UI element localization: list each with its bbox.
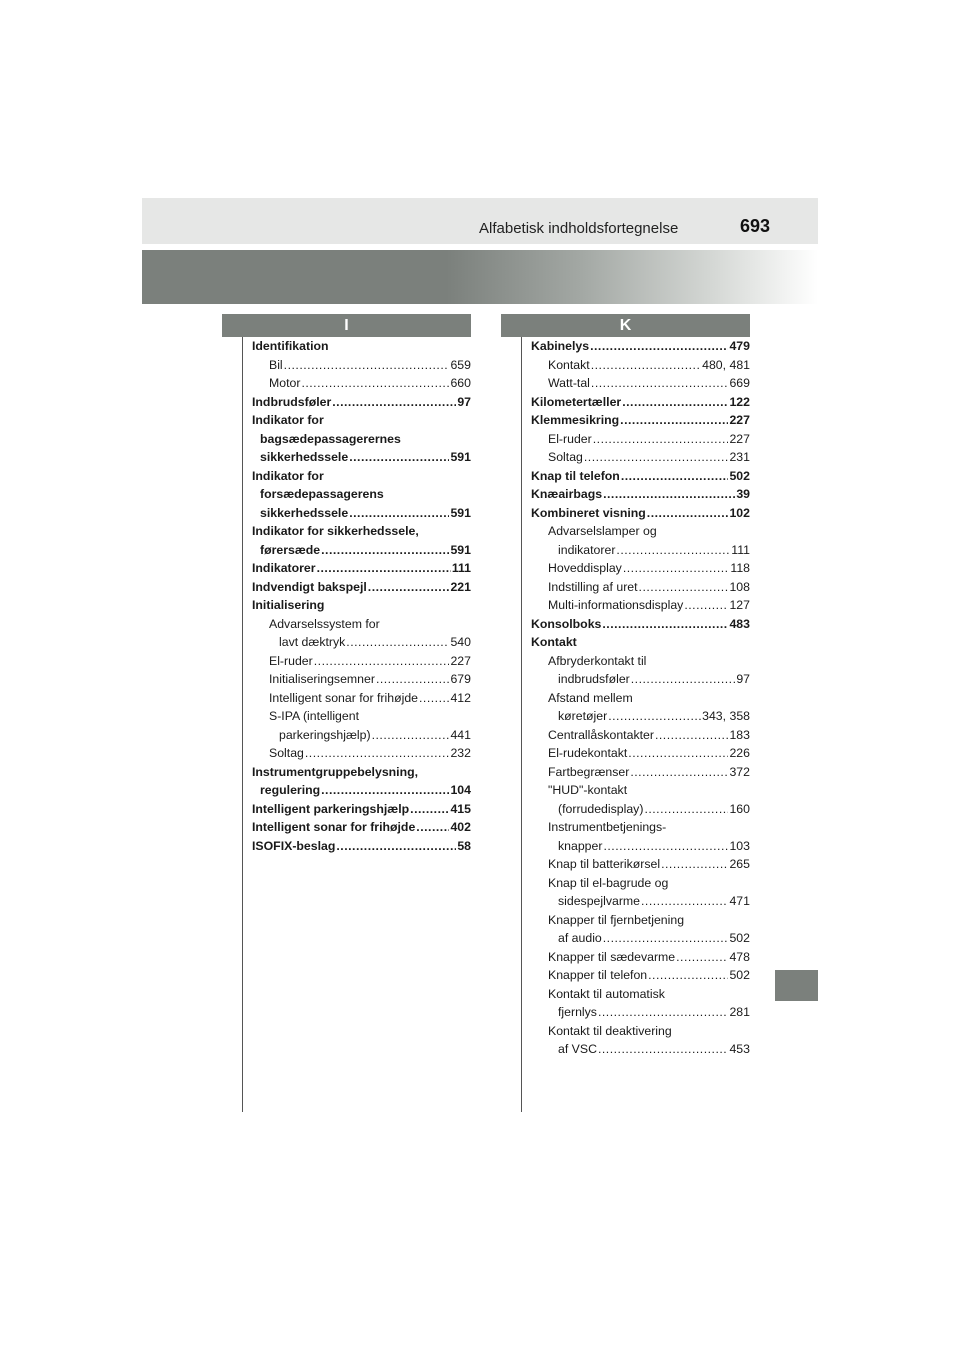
entry-page-number: 502 — [729, 468, 750, 483]
entry-page-number: 540 — [450, 635, 471, 649]
entry-label: Identifikation — [252, 339, 329, 353]
leader-dots — [661, 857, 728, 871]
entry-label: regulering — [260, 783, 321, 797]
entry-label: ISOFIX-beslag — [252, 838, 336, 853]
entry-label: Indikatorer — [252, 561, 316, 575]
index-entry — [531, 450, 750, 469]
index-entry — [531, 1024, 750, 1043]
leader-dots — [603, 839, 728, 853]
entry-label: Knapper til fjernbetjening — [548, 912, 685, 927]
leader-dots — [647, 506, 729, 520]
entry-label: Kontakt — [548, 357, 590, 372]
index-entry — [531, 672, 750, 691]
entry-label: Indvendigt bakspejl — [252, 579, 367, 594]
leader-dots — [332, 395, 456, 409]
entry-page-number: 591 — [450, 505, 471, 520]
entry-page-number: 453 — [729, 1042, 750, 1056]
entry-label: fjernlys — [558, 1005, 597, 1019]
entry-page-number: 479 — [729, 339, 750, 353]
leader-dots — [410, 802, 449, 816]
index-entry — [531, 654, 750, 673]
entry-label: Kombineret visning — [531, 505, 646, 520]
index-entry — [531, 358, 750, 377]
entry-label: Indbrudsføler — [252, 394, 332, 409]
leader-dots — [584, 450, 729, 464]
entry-label: Knapper til sædevarme — [548, 949, 676, 964]
entry-page-number: 402 — [450, 820, 471, 834]
entry-label: Indikator for — [252, 468, 324, 483]
entry-page-number: 471 — [729, 894, 750, 908]
entry-label: sidespejlvarme — [558, 894, 641, 908]
index-entry — [252, 765, 471, 784]
leader-dots — [590, 339, 728, 353]
index-entry — [252, 450, 471, 469]
leader-dots — [591, 358, 701, 372]
entry-label: Intelligent sonar for frihøjde — [252, 820, 416, 834]
index-entry — [252, 598, 471, 617]
entry-label: "HUD"-kontakt — [548, 783, 628, 797]
leader-dots — [317, 561, 451, 575]
entry-label: Instrumentbetjenings- — [548, 820, 667, 834]
leader-dots — [631, 672, 736, 686]
index-entry — [531, 746, 750, 765]
entry-label: Indikator for sikkerhedssele, — [252, 524, 419, 538]
index-entry — [531, 802, 750, 821]
entry-label: Fartbegrænser — [548, 764, 630, 779]
entry-page-number: 415 — [450, 801, 471, 816]
entry-label: El-rudekontakt — [548, 746, 628, 760]
header-band — [142, 250, 818, 304]
entry-label: Soltag — [548, 450, 583, 464]
entry-label: sikkerhedssele — [260, 450, 349, 464]
entry-label: Knap til batterikørsel — [548, 857, 661, 871]
index-entry — [252, 432, 471, 451]
entry-page-number: 39 — [736, 487, 750, 501]
index-entry — [531, 1005, 750, 1024]
entry-label: Indikator for — [252, 413, 324, 427]
leader-dots — [639, 580, 729, 594]
index-entry — [252, 654, 471, 673]
leader-dots — [641, 894, 728, 908]
index-entry — [252, 709, 471, 728]
entry-label: forsædepassagerens — [260, 487, 384, 501]
leader-dots — [644, 802, 728, 816]
index-entry — [531, 487, 750, 506]
index-entry — [531, 617, 750, 636]
entry-label: Multi-informationsdisplay — [548, 598, 684, 612]
index-entry — [252, 543, 471, 562]
entry-label: Indstilling af uret — [548, 579, 638, 594]
index-entry — [531, 598, 750, 617]
entry-page-number: 478 — [729, 949, 750, 964]
entry-page-number: 227 — [729, 413, 750, 427]
index-entry — [531, 580, 750, 599]
entry-label: bagsædepassagerernes — [260, 431, 401, 446]
index-entry — [252, 339, 471, 358]
entry-label: Centrallåskontakter — [548, 727, 654, 742]
leader-dots — [419, 691, 449, 705]
section-tab-marker — [775, 970, 818, 1001]
index-entry — [531, 968, 750, 987]
page-title: Alfabetisk indholdsfortegnelse — [479, 220, 679, 237]
index-entry — [531, 691, 750, 710]
entry-label: køretøjer — [558, 709, 608, 723]
entry-page-number: 111 — [451, 561, 471, 575]
entry-label: indikatorer — [558, 542, 616, 557]
leader-dots — [616, 543, 730, 557]
index-entry — [531, 987, 750, 1006]
entry-page-number: 679 — [450, 672, 471, 686]
entry-label: Intelligent sonar for frihøjde — [269, 690, 419, 705]
entry-page-number: 660 — [450, 376, 471, 390]
entry-page-number: 483 — [729, 616, 750, 631]
index-entry — [252, 820, 471, 839]
index-entry — [252, 691, 471, 710]
column-divider-left — [242, 337, 243, 1112]
index-entry — [531, 413, 750, 432]
entry-page-number: 226 — [729, 746, 750, 760]
entry-label: S-IPA (intelligent — [269, 709, 359, 723]
entry-page-number: 108 — [729, 579, 750, 594]
index-entry — [252, 524, 471, 543]
entry-label: Klemmesikring — [531, 413, 620, 427]
index-entry — [252, 395, 471, 414]
entry-label: Kilometertæller — [531, 394, 622, 409]
entry-label: Soltag — [269, 746, 304, 760]
index-entry — [531, 913, 750, 932]
entry-label: parkeringshjælp) — [279, 727, 371, 742]
index-entry — [531, 543, 750, 562]
entry-label: Bil — [269, 357, 283, 372]
entry-page-number: 591 — [450, 450, 471, 464]
entry-label: sikkerhedssele — [260, 505, 349, 520]
leader-dots — [602, 617, 728, 631]
entry-page-number: 97 — [457, 394, 471, 409]
entry-label: Intelligent parkeringshjælp — [252, 801, 410, 816]
index-entry — [252, 561, 471, 580]
entry-page-number: 659 — [450, 357, 471, 372]
leader-dots — [598, 1042, 729, 1056]
index-entry — [252, 728, 471, 747]
index-entry — [531, 395, 750, 414]
entry-label: El-ruder — [269, 653, 313, 668]
leader-dots — [593, 432, 729, 446]
index-entry — [531, 876, 750, 895]
leader-dots — [284, 358, 450, 372]
entry-label: Initialisering — [252, 598, 325, 612]
index-entry — [531, 635, 750, 654]
leader-dots — [623, 561, 730, 575]
index-entry — [252, 839, 471, 858]
index-entry — [531, 820, 750, 839]
entry-page-number: 502 — [729, 968, 750, 982]
entry-label: indbrudsføler — [558, 672, 630, 686]
index-entry — [531, 561, 750, 580]
index-entry — [531, 506, 750, 525]
leader-dots — [620, 413, 728, 427]
entry-label: Kontakt til deaktivering — [548, 1023, 672, 1038]
leader-dots — [416, 820, 449, 834]
entry-page-number: 412 — [450, 690, 471, 705]
index-entry — [252, 506, 471, 525]
index-entry — [531, 524, 750, 543]
index-entry — [252, 635, 471, 654]
entry-label: Kabinelys — [531, 339, 590, 353]
index-entry — [252, 487, 471, 506]
leader-dots — [349, 450, 449, 464]
index-entry — [252, 802, 471, 821]
index-entry — [531, 339, 750, 358]
leader-dots — [603, 487, 735, 501]
entry-label: Knap til el-bagrude og — [548, 875, 669, 890]
index-entry — [531, 894, 750, 913]
entry-label: Hoveddisplay — [548, 561, 622, 575]
entry-page-number: 227 — [729, 431, 750, 446]
leader-dots — [630, 765, 728, 779]
index-column-k — [531, 339, 750, 1061]
leader-dots — [372, 728, 450, 742]
entry-label: Knæairbags — [531, 487, 603, 501]
entry-page-number: 227 — [450, 653, 471, 668]
leader-dots — [321, 783, 449, 797]
leader-dots — [603, 931, 729, 945]
entry-page-number: 281 — [729, 1005, 750, 1019]
index-entry — [531, 950, 750, 969]
entry-page-number: 104 — [450, 783, 471, 797]
entry-label: Knap til telefon — [531, 468, 620, 483]
leader-dots — [346, 635, 449, 649]
index-entry — [252, 413, 471, 432]
entry-label: Afbryderkontakt til — [548, 653, 647, 668]
index-entry — [531, 728, 750, 747]
index-entry — [531, 931, 750, 950]
leader-dots — [305, 746, 450, 760]
index-entry — [531, 857, 750, 876]
leader-dots — [591, 376, 729, 390]
entry-page-number: 111 — [731, 542, 750, 557]
index-entry — [531, 432, 750, 451]
entry-page-number: 343, 358 — [702, 709, 750, 723]
index-entry — [252, 580, 471, 599]
entry-page-number: 480, 481 — [702, 357, 750, 372]
index-entry — [531, 469, 750, 488]
index-entry — [531, 839, 750, 858]
entry-page-number: 160 — [729, 801, 750, 816]
leader-dots — [684, 598, 728, 612]
entry-label: lavt dæktryk — [279, 635, 346, 649]
page-number: 693 — [740, 216, 771, 236]
index-entry — [531, 765, 750, 784]
index-entry — [531, 1042, 750, 1061]
index-entry — [252, 746, 471, 765]
index-entry — [531, 783, 750, 802]
index-entry — [531, 376, 750, 395]
index-entry — [252, 672, 471, 691]
leader-dots — [655, 728, 729, 742]
leader-dots — [314, 654, 450, 668]
leader-dots — [349, 506, 449, 520]
entry-label: Knapper til telefon — [548, 968, 648, 982]
index-entry — [531, 709, 750, 728]
entry-label: Initialiseringsemner — [269, 672, 375, 686]
leader-dots — [648, 968, 728, 982]
entry-page-number: 103 — [729, 838, 750, 853]
entry-label: Advarselslamper og — [548, 524, 657, 538]
entry-page-number: 102 — [729, 505, 750, 520]
entry-page-number: 232 — [450, 746, 471, 760]
entry-label: Konsolboks — [531, 616, 602, 631]
entry-page-number: 97 — [736, 672, 750, 686]
entry-label: Kontakt — [531, 635, 577, 649]
entry-label: Advarselssystem for — [269, 616, 380, 631]
entry-page-number: 183 — [729, 727, 750, 742]
entry-label: El-ruder — [548, 431, 592, 446]
leader-dots — [321, 543, 449, 557]
entry-page-number: 441 — [450, 727, 471, 742]
leader-dots — [598, 1005, 729, 1019]
leader-dots — [376, 672, 450, 686]
section-header-k: K — [501, 314, 750, 337]
entry-label: (forrudedisplay) — [558, 801, 644, 816]
index-entry — [252, 358, 471, 377]
entry-label: Kontakt til automatisk — [548, 986, 665, 1001]
entry-page-number: 122 — [729, 394, 750, 409]
entry-page-number: 591 — [450, 542, 471, 557]
entry-page-number: 502 — [729, 931, 750, 945]
column-divider-right — [521, 337, 522, 1112]
leader-dots — [622, 395, 728, 409]
entry-label: førersæde — [260, 542, 321, 557]
leader-dots — [336, 839, 456, 853]
section-header-i: I — [222, 314, 471, 337]
leader-dots — [676, 950, 728, 964]
entry-page-number: 221 — [450, 579, 471, 594]
entry-label: knapper — [558, 838, 603, 853]
index-entry — [252, 469, 471, 488]
entry-page-number: 118 — [730, 561, 750, 575]
leader-dots — [608, 709, 701, 723]
leader-dots — [621, 469, 729, 483]
entry-page-number: 669 — [729, 376, 750, 390]
leader-dots — [628, 746, 728, 760]
index-entry — [252, 376, 471, 395]
entry-page-number: 58 — [457, 838, 471, 853]
entry-page-number: 231 — [729, 450, 750, 464]
index-column-i — [252, 339, 471, 857]
entry-label: Watt-tal — [548, 376, 590, 390]
entry-page-number: 265 — [729, 857, 750, 871]
entry-page-number: 372 — [729, 764, 750, 779]
leader-dots — [301, 376, 449, 390]
index-entry — [252, 617, 471, 636]
entry-page-number: 127 — [729, 598, 750, 612]
entry-label: af VSC — [558, 1042, 597, 1056]
index-entry — [252, 783, 471, 802]
entry-label: Motor — [269, 376, 301, 390]
entry-label: Instrumentgruppebelysning, — [252, 764, 419, 779]
leader-dots — [368, 580, 450, 594]
entry-label: Afstand mellem — [548, 690, 633, 705]
entry-label: af audio — [558, 931, 602, 945]
